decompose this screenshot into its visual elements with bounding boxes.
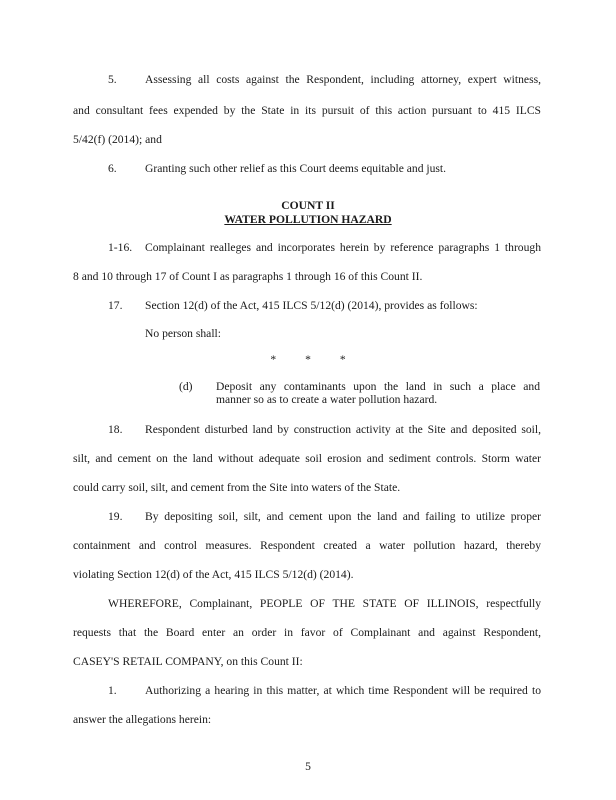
item-text-line: Authorizing a hearing in this matter, at which time Respondent will be required to	[145, 684, 541, 697]
paragraph-line: Section 12(d) of the Act, 415 ILCS 5/12(d) (2014), provides as follows:	[145, 299, 478, 312]
paragraph-line: could carry soil, silt, and cement from the Site into waters of the State.	[73, 481, 401, 494]
item-text-line: 5/42(f) (2014); and	[73, 133, 162, 146]
paragraph-number: 1-16.	[108, 241, 133, 254]
wherefore-line: requests that the Board enter an order in favor of Complainant and against Respondent,	[73, 626, 541, 639]
item-text-line: and consultant fees expended by the State in its pursuit of this action pursuant to 415 ILCS	[73, 104, 541, 117]
paragraph-line: violating Section 12(d) of the Act, 415 ILCS 5/12(d) (2014).	[73, 568, 354, 581]
item-text-line: Assessing all costs against the Respondent, including attorney, expert witness,	[145, 73, 541, 86]
paragraph-line: 8 and 10 through 17 of Count I as paragraphs 1 through 16 of this Count II.	[73, 270, 423, 283]
paragraph-line: containment and control measures. Respondent created a water pollution hazard, thereby	[73, 539, 541, 552]
count-subheading-text: WATER POLLUTION HAZARD	[224, 213, 392, 226]
count-subheading	[0, 213, 616, 226]
paragraph-line: silt, and cement on the land without adequate soil erosion and sediment controls. Storm water	[73, 452, 541, 465]
paragraph-number: 19.	[108, 510, 123, 523]
quote-intro: No person shall:	[145, 327, 221, 340]
quote-subsection-letter: (d)	[179, 380, 193, 393]
paragraph-line: Respondent disturbed land by construction activity at the Site and deposited soil,	[145, 423, 541, 436]
item-number: 5.	[108, 73, 117, 86]
wherefore-line: WHEREFORE, Complainant, PEOPLE OF THE STATE OF ILLINOIS, respectfully	[108, 597, 541, 610]
paragraph-number: 17.	[108, 299, 123, 312]
page-number: 5	[305, 760, 311, 773]
paragraph-number: 18.	[108, 423, 123, 436]
ellipsis: * * *	[270, 353, 346, 366]
quote-line: Deposit any contaminants upon the land in such a place and	[216, 380, 540, 393]
quote-line: manner so as to create a water pollution hazard.	[216, 393, 438, 406]
item-text-line: answer the allegations herein:	[73, 713, 212, 726]
paragraph-line: By depositing soil, silt, and cement upon the land and failing to utilize proper	[145, 510, 541, 523]
item-number: 6.	[108, 162, 117, 175]
quote-text	[216, 380, 540, 406]
item-number: 1.	[108, 684, 117, 697]
item-text-line: Granting such other relief as this Court deems equitable and just.	[145, 162, 447, 175]
paragraph-line: Complainant realleges and incorporates herein by reference paragraphs 1 through	[145, 241, 541, 254]
count-heading: COUNT II	[281, 199, 335, 212]
wherefore-line: CASEY'S RETAIL COMPANY, on this Count II:	[73, 655, 303, 668]
